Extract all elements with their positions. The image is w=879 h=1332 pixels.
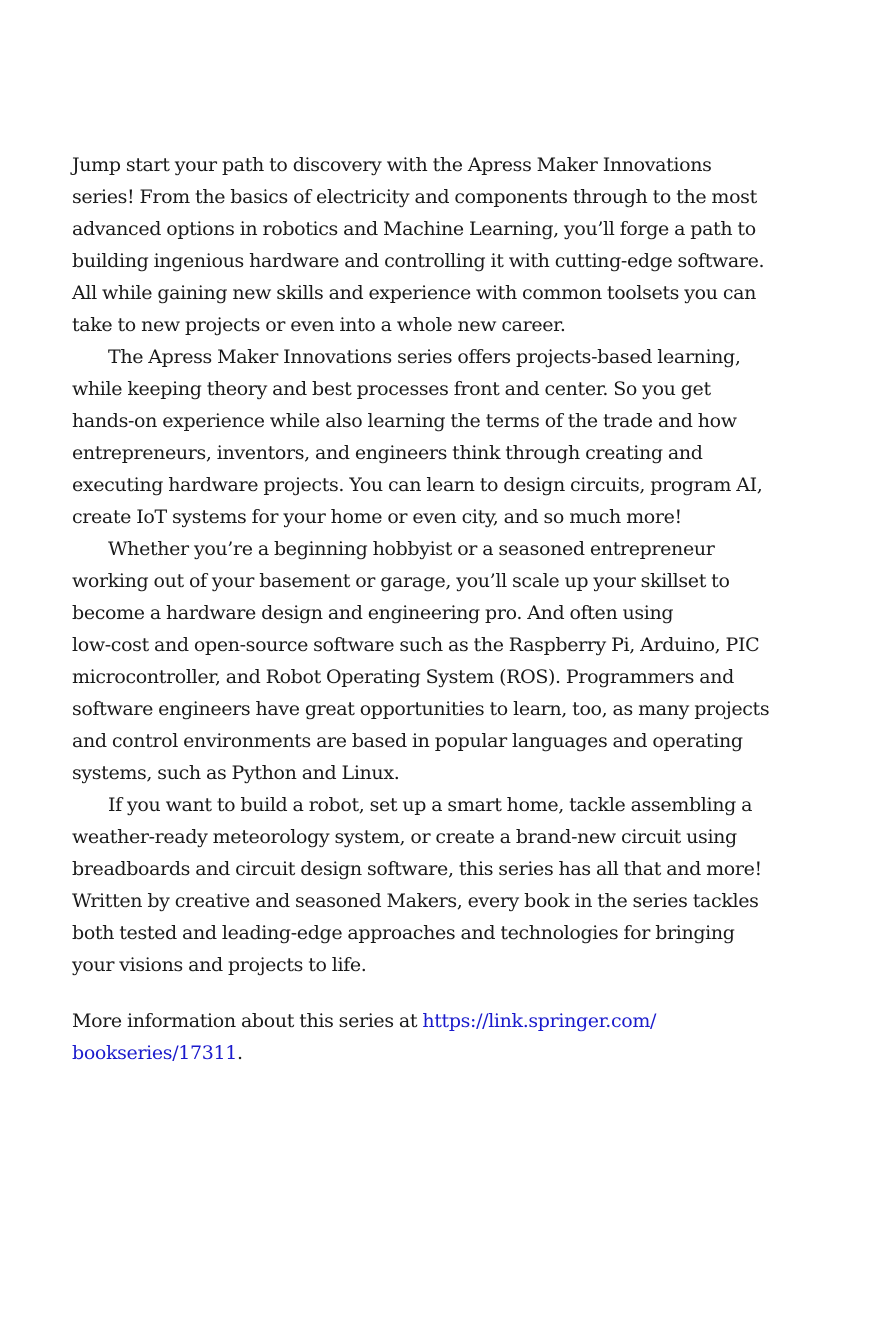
text-line: both tested and leading-edge approaches and technologies for bringing	[72, 922, 735, 944]
text-line: Written by creative and seasoned Makers, every book in the series tackles	[72, 890, 759, 912]
more-info-paragraph	[72, 1005, 772, 1069]
text-line: breadboards and circuit design software, this series has all that and more!	[72, 858, 762, 880]
paragraph-2	[72, 341, 772, 533]
series-description	[72, 149, 772, 981]
text-line: weather-ready meteorology system, or create a brand-new circuit using	[72, 826, 737, 848]
paragraph-3	[72, 533, 772, 789]
text-line: take to new projects or even into a whole new career.	[72, 314, 566, 336]
text-line: systems, such as Python and Linux.	[72, 762, 400, 784]
more-info-prefix: More information about this series at	[72, 1010, 423, 1032]
text-line: Whether you’re a beginning hobbyist or a seasoned entrepreneur	[108, 538, 715, 560]
text-line: your visions and projects to life.	[72, 954, 367, 976]
text-line: create IoT systems for your home or even city, and so much more!	[72, 506, 682, 528]
text-line: low-cost and open-source software such as the Raspberry Pi, Arduino, PIC	[72, 634, 760, 656]
paragraph-4	[72, 789, 772, 981]
more-info-line-1	[72, 1005, 772, 1037]
text-line: building ingenious hardware and controlling it with cutting-edge software.	[72, 250, 765, 272]
more-info-line-2	[72, 1037, 772, 1069]
series-link-part-2[interactable]: bookseries/17311	[72, 1042, 237, 1064]
text-line: while keeping theory and best processes front and center. So you get	[72, 378, 711, 400]
text-line: executing hardware projects. You can learn to design circuits, program AI,	[72, 474, 763, 496]
text-line: hands-on experience while also learning the terms of the trade and how	[72, 410, 737, 432]
text-line: Jump start your path to discovery with the Apress Maker Innovations	[72, 154, 712, 176]
text-line: software engineers have great opportunities to learn, too, as many projects	[72, 698, 770, 720]
text-line: microcontroller, and Robot Operating System (ROS). Programmers and	[72, 666, 734, 688]
text-line: become a hardware design and engineering pro. And often using	[72, 602, 674, 624]
text-line: If you want to build a robot, set up a smart home, tackle assembling a	[108, 794, 753, 816]
text-line: series! From the basics of electricity and components through to the most	[72, 186, 757, 208]
text-line: All while gaining new skills and experience with common toolsets you can	[72, 282, 756, 304]
more-info-suffix: .	[236, 1042, 243, 1064]
text-line: The Apress Maker Innovations series offers projects-based learning,	[108, 346, 741, 368]
series-link-part-1[interactable]: https://link.springer.com/	[422, 1010, 657, 1032]
text-line: entrepreneurs, inventors, and engineers think through creating and	[72, 442, 703, 464]
text-line: advanced options in robotics and Machine Learning, you’ll forge a path to	[72, 218, 756, 240]
paragraph-1	[72, 149, 772, 341]
text-line: and control environments are based in popular languages and operating	[72, 730, 743, 752]
text-line: working out of your basement or garage, you’ll scale up your skillset to	[72, 570, 730, 592]
